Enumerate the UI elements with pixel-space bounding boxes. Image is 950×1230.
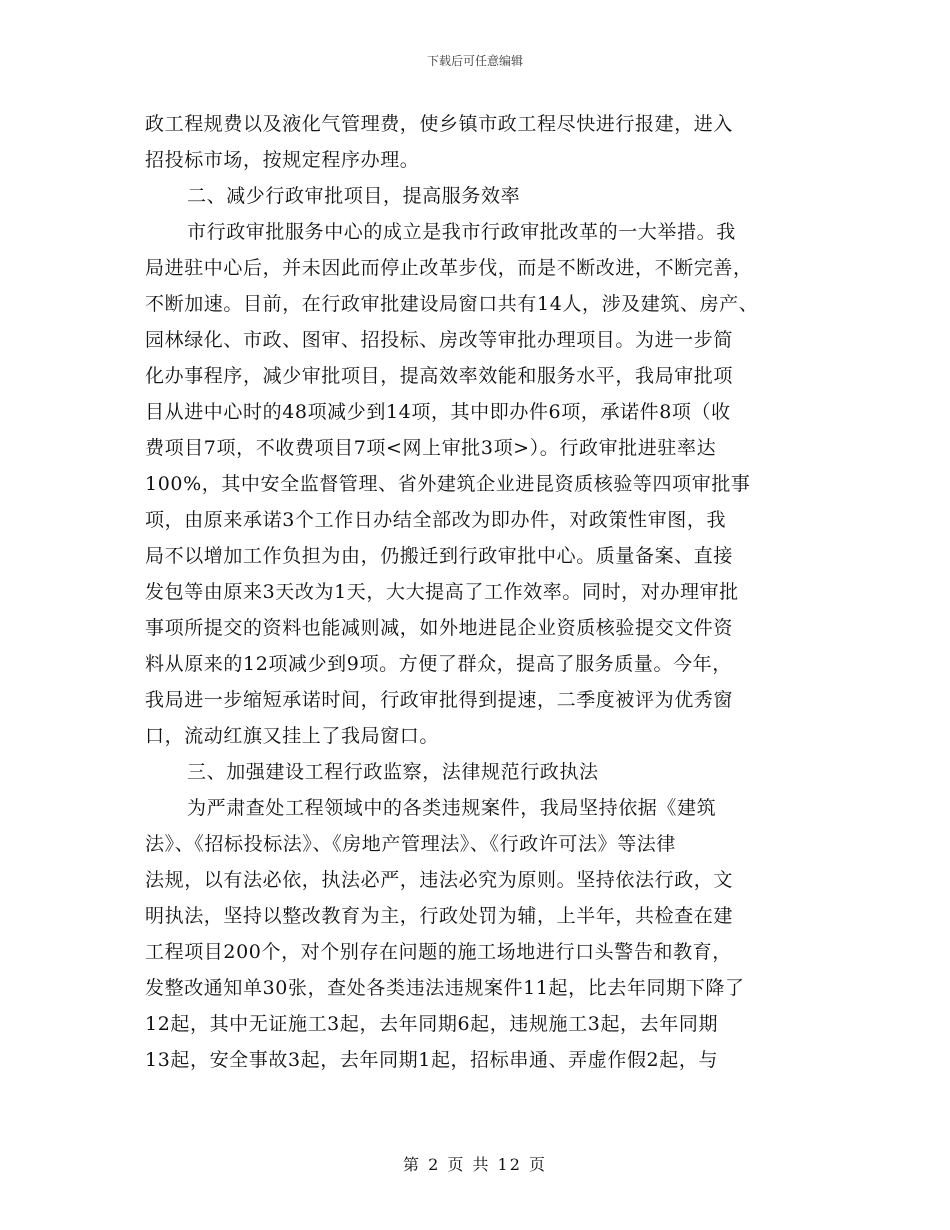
body-line: 政工程规费以及液化气管理费，使乡镇市政工程尽快进行报建，进入 [145,113,734,135]
body-line: 局进驻中心后，并未因此而停止改革步伐，而是不断改进，不断完善， [145,257,753,279]
body-line: 法规，以有法必依，执法必严，违法必究为原则。坚持依法行政，文 [145,869,734,891]
section-heading: 三、加强建设工程行政监察，法律规范行政执法 [187,761,599,783]
paragraph-start-line: 市行政审批服务中心的成立是我市行政审批改革的一大举措。我 [187,221,736,243]
page-header: 下载后可任意编辑 [426,54,523,68]
body-line: 我局进一步缩短承诺时间，行政审批得到提速，二季度被评为优秀窗 [145,689,734,711]
body-line: 项，由原来承诺3个工作日办结全部改为即办件，对政策性审图，我 [145,509,727,531]
page-number: 第 2 页 共 12 页 [403,1155,547,1174]
body-line: 费项目7项，不收费项目7项<网上审批3项>）。行政审批进驻率达 [145,437,717,459]
body-line: 13起，安全事故3起，去年同期1起，招标串通、弄虚作假2起，与 [145,1049,719,1071]
body-line: 料从原来的12项减少到9项。方便了群众，提高了服务质量。今年， [145,653,732,675]
body-line: 园林绿化、市政、图审、招投标、房改等审批办理项目。为进一步简 [145,329,734,351]
body-line: 12起，其中无证施工3起，去年同期6起，违规施工3起，去年同期 [145,1013,719,1035]
body-line: 事项所提交的资料也能减则减，如外地进昆企业资质核验提交文件资 [145,617,734,639]
document-body [145,106,825,1078]
body-line: 100%，其中安全监督管理、省外建筑企业进昆资质核验等四项审批事 [145,473,751,495]
body-line: 局不以增加工作负担为由，仍搬迁到行政审批中心。质量备案、直接 [145,545,734,567]
body-line: 法》、《招标投标法》、《房地产管理法》、《行政许可法》等法律 [145,833,677,855]
body-line: 发包等由原来3天改为1天，大大提高了工作效率。同时，对办理审批 [145,581,739,603]
body-line: 口，流动红旗又挂上了我局窗口。 [145,725,440,747]
body-line: 目从进中心时的48项减少到14项，其中即办件6项，承诺件8项（收 [145,401,731,423]
paragraph-start-line: 为严肃查处工程领域中的各类违规案件，我局坚持依据《建筑 [187,797,717,819]
body-line: 化办事程序，减少审批项目，提高效率效能和服务水平，我局审批项 [145,365,734,387]
section-heading: 二、减少行政审批项目，提高服务效率 [187,185,521,207]
body-line: 招投标市场，按规定程序办理。 [145,149,420,171]
body-line: 工程项目200个，对个别存在问题的施工场地进行口头警告和教育， [145,941,732,963]
body-line: 发整改通知单30张，查处各类违法违规案件11起，比去年同期下降了 [145,977,745,999]
body-line: 不断加速。目前，在行政审批建设局窗口共有14人，涉及建筑、房产、 [145,293,759,315]
body-line: 明执法，坚持以整改教育为主，行政处罚为辅，上半年，共检查在建 [145,905,734,927]
